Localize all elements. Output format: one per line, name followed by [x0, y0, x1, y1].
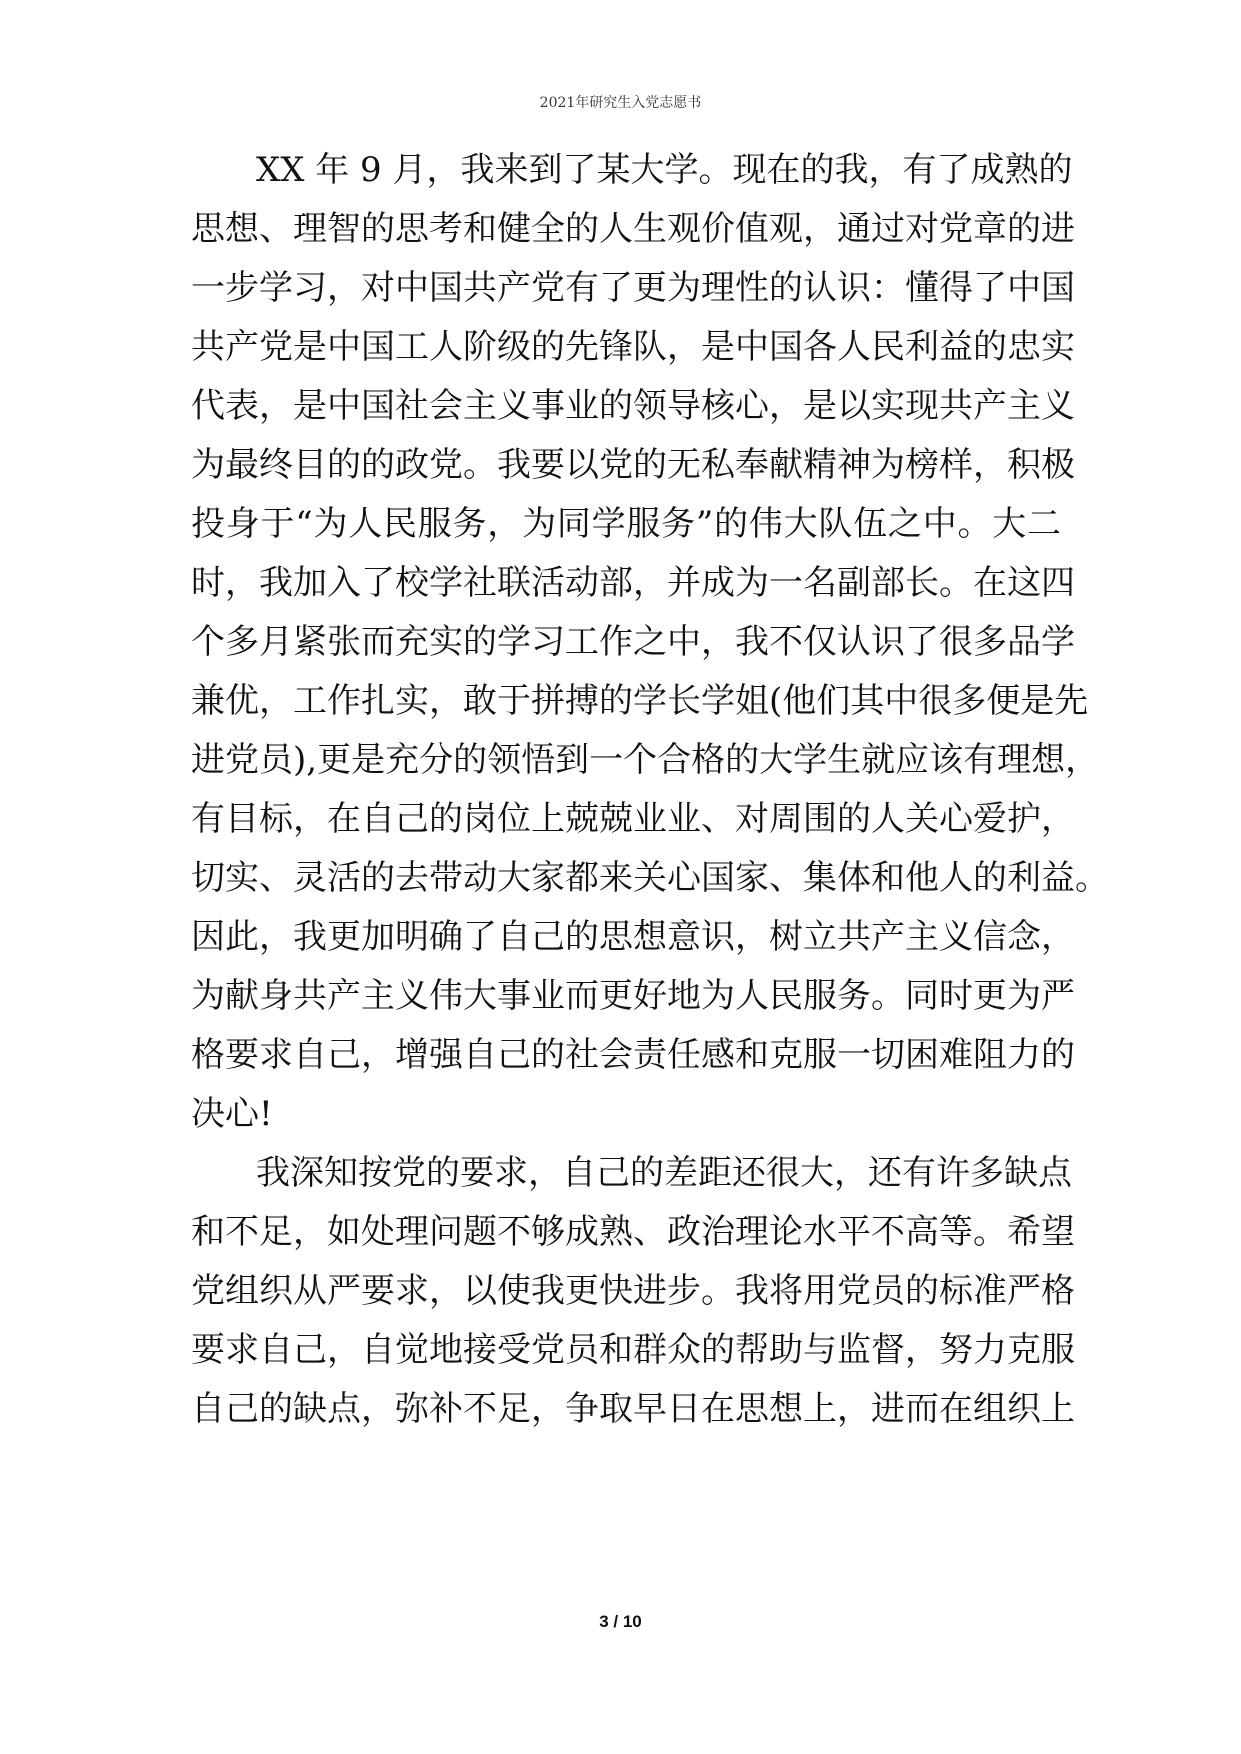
- paragraph-1-line-2: 思想、理智的思考和健全的人生观价值观，通过对党章的进: [191, 209, 1075, 249]
- paragraph-1-line-4: 共产党是中国工人阶级的先锋队，是中国各人民利益的忠实: [191, 327, 1075, 367]
- paragraph-1-line-7: 投身于“为人民服务，为同学服务”的伟大队伍之中。大二: [191, 504, 1061, 544]
- paragraph-1-line-15: 为献身共产主义伟大事业而更好地为人民服务。同时更为严: [191, 976, 1075, 1016]
- paragraph-2-line-5: 自己的缺点，弥补不足，争取早日在思想上，进而在组织上: [191, 1389, 1075, 1429]
- page-header-title: 2021年研究生入党志愿书: [539, 95, 702, 111]
- paragraph-1-line-12: 有目标，在自己的岗位上兢兢业业、对周围的人关心爱护，: [191, 799, 1075, 839]
- paragraph-1-line-5: 代表，是中国社会主义事业的领导核心，是以实现共产主义: [191, 386, 1075, 426]
- paragraph-1-line-13: 切实、灵活的去带动大家都来关心国家、集体和他人的利益。: [191, 858, 1109, 898]
- paragraph-1-line-14: 因此，我更加明确了自己的思想意识，树立共产主义信念，: [191, 917, 1075, 957]
- paragraph-2-line-2: 和不足，如处理问题不够成熟、政治理论水平不高等。希望: [191, 1212, 1075, 1252]
- page-number: 3 / 10: [599, 1612, 642, 1631]
- paragraph-1-line-10: 兼优，工作扎实，敢于拼搏的学长学姐(他们其中很多便是先: [191, 681, 1089, 721]
- paragraph-1-line-3: 一步学习，对中国共产党有了更为理性的认识：懂得了中国: [191, 268, 1075, 308]
- paragraph-2-line-3: 党组织从严要求，以使我更快进步。我将用党员的标准严格: [191, 1271, 1075, 1311]
- paragraph-1-line-11: 进党员),更是充分的领悟到一个合格的大学生就应该有理想，: [191, 740, 1100, 780]
- paragraph-1-line-1: XX 年 9 月，我来到了某大学。现在的我，有了成熟的: [256, 150, 1073, 190]
- paragraph-1-line-16: 格要求自己，增强自己的社会责任感和克服一切困难阻力的: [191, 1035, 1075, 1075]
- paragraph-1-line-8: 时，我加入了校学社联活动部，并成为一名副部长。在这四: [191, 563, 1075, 603]
- paragraph-2-line-4: 要求自己，自觉地接受党员和群众的帮助与监督，努力克服: [191, 1330, 1075, 1370]
- paragraph-1-line-17: 决心!: [191, 1094, 273, 1134]
- paragraph-2-line-1: 我深知按党的要求，自己的差距还很大，还有许多缺点: [256, 1153, 1072, 1193]
- paragraph-1-line-6: 为最终目的的政党。我要以党的无私奉献精神为榜样，积极: [191, 445, 1075, 485]
- paragraph-1-line-9: 个多月紧张而充实的学习工作之中，我不仅认识了很多品学: [191, 622, 1075, 662]
